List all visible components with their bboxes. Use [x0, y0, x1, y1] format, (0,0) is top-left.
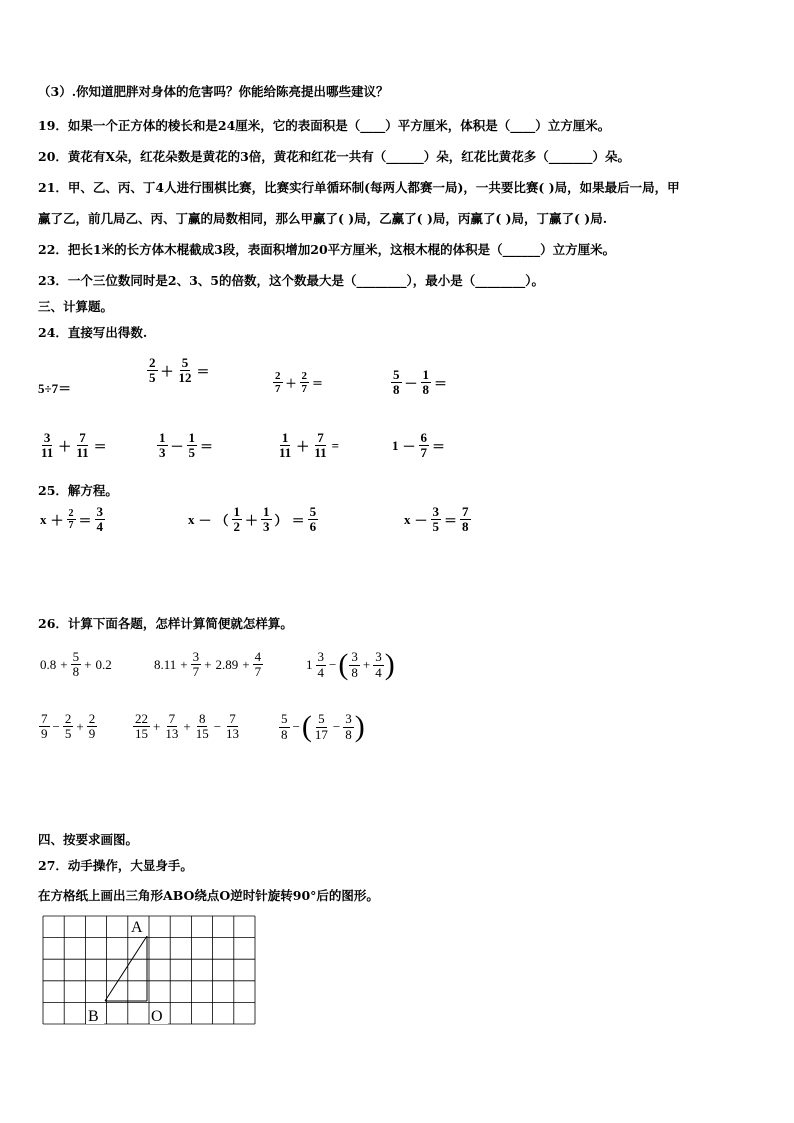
- label-b: B: [88, 1008, 99, 1025]
- q26-text: 26．计算下面各题，怎样计算简便就怎样算。: [38, 616, 293, 631]
- label-a: A: [131, 919, 143, 936]
- calc26-expr5: $\frac{22}{15}$ + $\frac{7}{13}$ + $\frac{8}{15}$ − $\frac{7}{13}$: [135, 711, 240, 742]
- segment-ab: [105, 936, 147, 1001]
- section3-heading: 三、计算题。: [38, 299, 114, 314]
- label-o: O: [151, 1008, 163, 1025]
- equation-3: x － $\frac{3}{5}$ ＝ $\frac{7}{8}$: [404, 504, 469, 535]
- equation-1: x ＋ $\frac{2}{7}$ ＝ $\frac{3}{4}$: [40, 504, 104, 535]
- calc24-expr7: $\frac{1}{11}$ ＋ $\frac{7}{11}$ =: [279, 430, 340, 461]
- section4-heading: 四、按要求画图。: [38, 832, 139, 847]
- equation-2: x － （ $\frac{1}{2}$ ＋ $\frac{1}{3}$ ） ＝ $\frac{5}{6}$: [188, 504, 317, 535]
- calc24-expr1: 5÷7＝: [38, 381, 72, 396]
- calc24-expr8: 1 － $\frac{6}{7}$ ＝: [392, 430, 446, 461]
- calc26-expr6: $\frac{5}{8}$ −( $\frac{5}{17}$ − $\frac{3}{8}$ ): [281, 710, 365, 743]
- calc24-expr2: $\frac{2}{5}$ ＋ $\frac{5}{12}$ ＝: [149, 355, 210, 386]
- calc26-expr3: 1 $\frac{3}{4}$ −( $\frac{3}{8}$ + $\frac{3}{4}$ ): [306, 648, 395, 681]
- calc24-expr4: $\frac{5}{8}$ － $\frac{1}{8}$ ＝: [393, 367, 448, 398]
- calc26-expr1: 0.8 + $\frac{5}{8}$ + 0.2: [40, 649, 112, 680]
- calc24-expr3: $\frac{2}{7}$ ＋ $\frac{2}{7}$ ＝: [275, 370, 323, 396]
- q25-text: 25．解方程。: [38, 483, 118, 498]
- calc24-expr5: $\frac{3}{11}$ ＋ $\frac{7}{11}$ ＝: [41, 430, 107, 461]
- calc26-expr2: 8.11 + $\frac{3}{7}$ + 2.89 + $\frac{4}{7}$: [154, 649, 262, 680]
- q3-text: （3）.你知道肥胖对身体的危害吗？你能给陈亮提出哪些建议？: [38, 84, 389, 99]
- q23-text: 23．一个三位数同时是2、3、5的倍数，这个数最大是（________），最小是（________）。: [38, 273, 544, 288]
- calc24-expr6: $\frac{1}{3}$ － $\frac{1}{5}$ ＝: [159, 430, 214, 461]
- grid-paper[interactable]: [42, 915, 256, 1031]
- calc26-expr4: $\frac{7}{9}$ − $\frac{2}{5}$ + $\frac{2}{9}$: [41, 711, 96, 742]
- grid-svg: [42, 915, 256, 1027]
- q21-text-line1: 21．甲、乙、丙、丁4人进行围棋比赛，比赛实行单循环制(每两人都赛一局)，一共要比赛( )局，如果最后一局，甲: [38, 180, 680, 195]
- q21-text-line2: 赢了乙，前几局乙、丙、丁赢的局数相同，那么甲赢了( )局，乙赢了( )局，丙赢了( )局，丁赢了( )局.: [38, 211, 608, 226]
- q19-text: 19．如果一个正方体的棱长和是24厘米，它的表面积是（____）平方厘米，体积是（____）立方厘米。: [38, 118, 611, 133]
- q22-text: 22．把长1米的长方体木棍截成3段，表面积增加20平方厘米，这根木棍的体积是（______）立方厘米。: [38, 242, 616, 257]
- q20-text: 20．黄花有X朵，红花朵数是黄花的3倍，黄花和红花一共有（______）朵，红花比黄花多（_______）朵。: [38, 149, 631, 164]
- q27-text: 27．动手操作，大显身手。: [38, 858, 193, 873]
- q27-description: 在方格纸上画出三角形ABO绕点O逆时针旋转90°后的图形。: [38, 888, 379, 903]
- q24-text: 24．直接写出得数.: [38, 325, 148, 340]
